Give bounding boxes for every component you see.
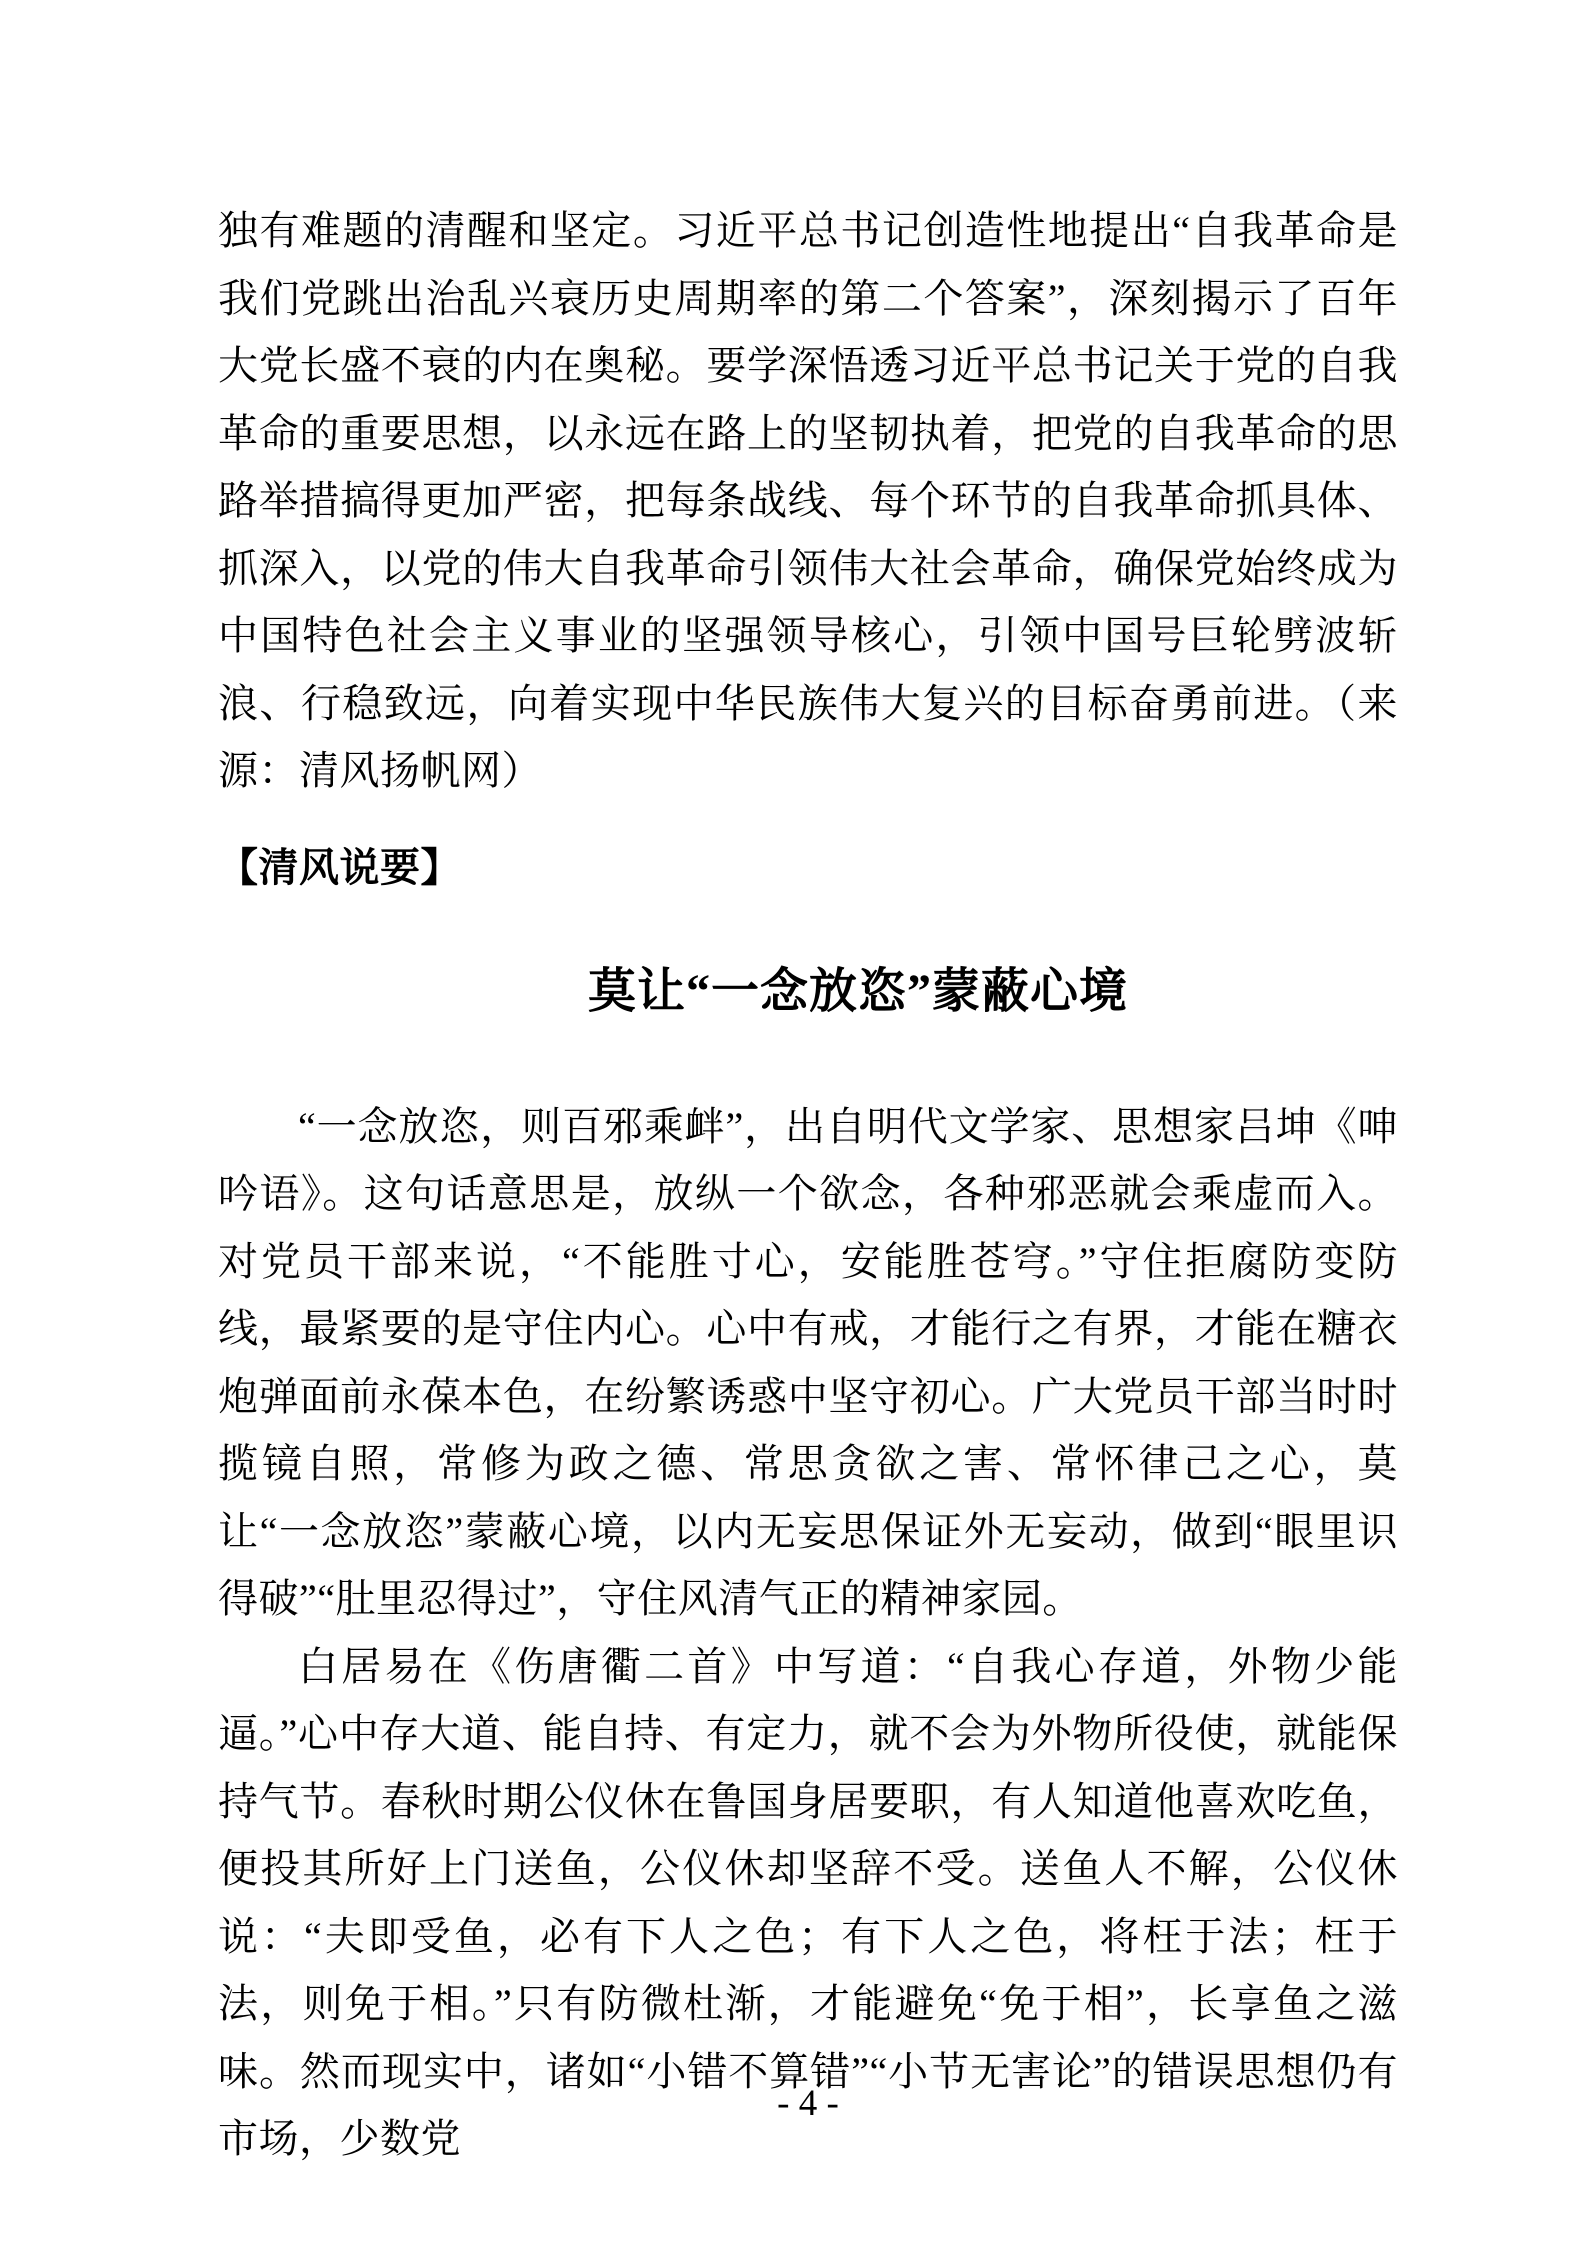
document-body [218, 197, 1398, 2173]
article-title: 莫让“一念放恣”蒙蔽心境 [587, 965, 1128, 1018]
article-paragraph-2: 白居易在《伤唐衢二首》中写道：“自我心存道，外物少能逼。”心中存大道、能自持、有定力，就不会为外物所役使，就能保持气节。春秋时期公仪休在鲁国身居要职，有人知道他喜欢吃鱼，便投其所好上门送鱼，公仪休却坚辞不受。送鱼人不解，公仪休说：“夫即受鱼，必有下人之色；有下人之色，将枉于法；枉于法，则免于相。”只有防微杜渐，才能避免“免于相”，长享鱼之滋味。然而现实中，诸如“小错不算错”“小节无害论”的错误思想仍有市场，少数党 [218, 1643, 1398, 2161]
section-header: 【清风说要】 [218, 844, 461, 890]
continuation-paragraph: 独有难题的清醒和坚定。习近平总书记创造性地提出“自我革命是我们党跳出治乱兴衰历史周期率的第二个答案”，深刻揭示了百年大党长盛不衰的内在奥秘。要学深悟透习近平总书记关于党的自我革命的重要思想，以永远在路上的坚韧执着，把党的自我革命的思路举措搞得更加严密，把每条战线、每个环节的自我革命抓具体、抓深入，以党的伟大自我革命引领伟大社会革命，确保党始终成为中国特色社会主义事业的坚强领导核心，引领中国号巨轮劈波斩浪、行稳致远，向着实现中华民族伟大复兴的目标奋勇前进。（来源：清风扬帆网） [218, 208, 1398, 793]
page-number: - 4 - [777, 2083, 839, 2124]
article-paragraph-1: “一念放恣，则百邪乘衅”，出自明代文学家、思想家吕坤《呻吟语》。这句话意思是，放纵一个欲念，各种邪恶就会乘虚而入。对党员干部来说，“不能胜寸心，安能胜苍穹。”守住拒腐防变防线，最紧要的是守住内心。心中有戒，才能行之有界，才能在糖衣炮弹面前永葆本色，在纷繁诱惑中坚守初心。广大党员干部当时时揽镜自照，常修为政之德、常思贪欲之害、常怀律己之心，莫让“一念放恣”蒙蔽心境，以内无妄思保证外无妄动，做到“眼里识得破”“肚里忍得过”，守住风清气正的精神家园。 [218, 1103, 1398, 1621]
